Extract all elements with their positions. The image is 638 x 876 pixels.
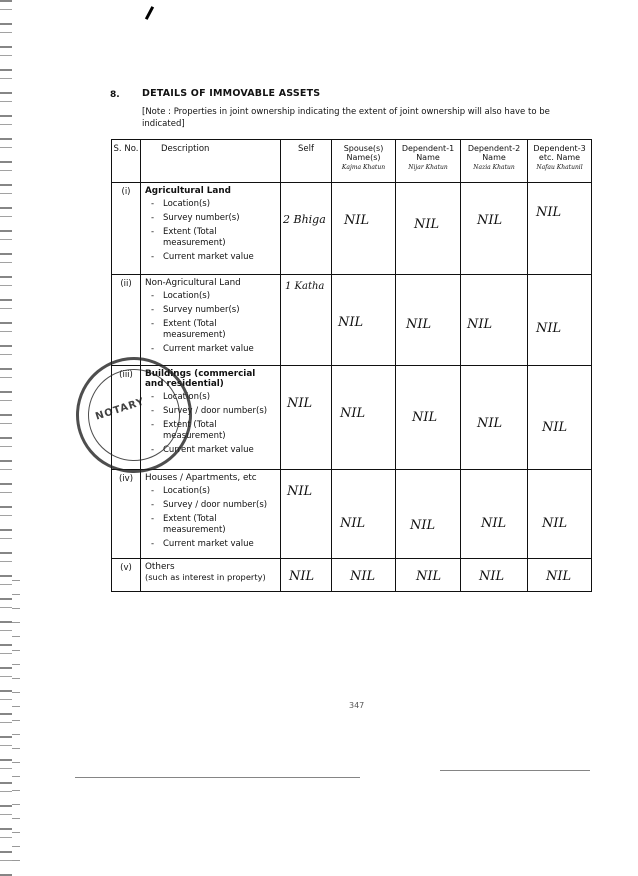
header-self: Self bbox=[281, 140, 332, 183]
list-item: - Survey / door number(s) bbox=[145, 500, 276, 511]
cell-dependent-1 bbox=[396, 366, 461, 470]
row-category: Others bbox=[145, 562, 175, 572]
cell-spouse bbox=[332, 275, 396, 366]
cell-dependent-2 bbox=[461, 275, 528, 366]
handwritten-value: NIL bbox=[350, 569, 376, 584]
header-dependent-1: Dependent-1 Name Nijar Khatun bbox=[396, 140, 461, 183]
table-row bbox=[112, 559, 592, 592]
row-category: Buildings (commercial and residential) bbox=[145, 369, 256, 389]
handwritten-value: NIL bbox=[479, 569, 505, 584]
cell-dependent-1 bbox=[396, 183, 461, 275]
scan-artifact-line bbox=[440, 770, 590, 771]
cell-spouse bbox=[332, 470, 396, 559]
list-item: - Extent (Total measurement) bbox=[145, 514, 276, 536]
cell-dependent-3 bbox=[528, 470, 592, 559]
header-dependent-2: Dependent-2 Name Nazia Khatun bbox=[461, 140, 528, 183]
list-item: - Current market value bbox=[145, 252, 276, 263]
cell-self bbox=[281, 275, 332, 366]
cell-spouse bbox=[332, 366, 396, 470]
table-row bbox=[112, 470, 592, 559]
handwritten-value: NIL bbox=[536, 205, 562, 220]
handwritten-value: 1 Katha bbox=[285, 281, 325, 292]
row-subtext: (such as interest in property) bbox=[145, 572, 266, 582]
cell-dependent-1 bbox=[396, 275, 461, 366]
cell-spouse bbox=[332, 559, 396, 592]
scan-edge-noise bbox=[0, 0, 12, 876]
handwritten-value: NIL bbox=[340, 516, 366, 531]
handwritten-value: NIL bbox=[536, 321, 562, 336]
cell-dependent-1 bbox=[396, 470, 461, 559]
handwritten-value: NIL bbox=[477, 213, 503, 228]
row-sno: (i) bbox=[112, 183, 141, 275]
row-category: Houses / Apartments, etc bbox=[145, 473, 257, 483]
section-number: 8. bbox=[110, 90, 120, 100]
section-title: DETAILS OF IMMOVABLE ASSETS bbox=[142, 88, 321, 99]
handwritten-value: NIL bbox=[289, 569, 315, 584]
handwritten-value: NIL bbox=[340, 406, 366, 421]
row-description bbox=[141, 559, 281, 592]
list-item: - Current market value bbox=[145, 539, 276, 550]
header-spouse: Spouse(s) Name(s) Kajma Khatun bbox=[332, 140, 396, 183]
row-category: Non-Agricultural Land bbox=[145, 278, 241, 288]
list-item: - Current market value bbox=[145, 445, 276, 456]
list-item: - Survey number(s) bbox=[145, 213, 276, 224]
header-description: Description bbox=[141, 140, 281, 183]
table-row bbox=[112, 275, 592, 366]
cell-self bbox=[281, 470, 332, 559]
row-sno: (iv) bbox=[112, 470, 141, 559]
row-sno: (ii) bbox=[112, 275, 141, 366]
handwritten-value: NIL bbox=[477, 416, 503, 431]
cell-spouse bbox=[332, 183, 396, 275]
list-item: - Extent (Total measurement) bbox=[145, 319, 276, 341]
list-item: - Location(s) bbox=[145, 291, 276, 302]
immovable-assets-table bbox=[111, 139, 592, 592]
handwritten-value: NIL bbox=[546, 569, 572, 584]
list-item: - Location(s) bbox=[145, 392, 276, 403]
list-item: - Location(s) bbox=[145, 486, 276, 497]
stamp-text: NOTARY bbox=[94, 396, 147, 423]
list-item: - Current market value bbox=[145, 344, 276, 355]
handwritten-value: 2 Bhiga bbox=[283, 213, 326, 226]
list-item: - Survey / door number(s) bbox=[145, 406, 276, 417]
cell-self bbox=[281, 366, 332, 470]
list-item: - Survey number(s) bbox=[145, 305, 276, 316]
handwritten-value: NIL bbox=[287, 396, 313, 411]
row-category: Agricultural Land bbox=[145, 186, 231, 196]
handwritten-value: NIL bbox=[481, 516, 507, 531]
handwritten-value: NIL bbox=[338, 315, 364, 330]
header-dependent-3: Dependent-3 etc. Name Nafau Khatunil bbox=[528, 140, 592, 183]
row-items bbox=[145, 199, 276, 263]
handwritten-value: NIL bbox=[414, 217, 440, 232]
section-note: [Note : Properties in joint ownership indicating the extent of joint ownership will also have to be indicated] bbox=[142, 107, 550, 129]
row-sno: (v) bbox=[112, 559, 141, 592]
scan-mark bbox=[145, 6, 154, 20]
row-description bbox=[141, 470, 281, 559]
row-items bbox=[145, 486, 276, 550]
row-description bbox=[141, 183, 281, 275]
scan-edge-noise bbox=[12, 580, 20, 870]
page-number: 347 bbox=[349, 701, 365, 710]
handwritten-value: NIL bbox=[412, 410, 438, 425]
handwritten-value: NIL bbox=[467, 317, 493, 332]
handwritten-value: NIL bbox=[542, 420, 568, 435]
cell-dependent-3 bbox=[528, 183, 592, 275]
header-sno: S. No. bbox=[112, 140, 141, 183]
cell-dependent-3 bbox=[528, 275, 592, 366]
row-description bbox=[141, 275, 281, 366]
table-header-row bbox=[112, 140, 592, 183]
scan-artifact-line bbox=[75, 777, 360, 778]
row-items bbox=[145, 291, 276, 355]
cell-self bbox=[281, 559, 332, 592]
handwritten-value: NIL bbox=[416, 569, 442, 584]
handwritten-value: NIL bbox=[410, 518, 436, 533]
handwritten-value: NIL bbox=[287, 484, 313, 499]
handwritten-value: NIL bbox=[542, 516, 568, 531]
list-item: - Extent (Total measurement) bbox=[145, 227, 276, 249]
row-sno: (iii) bbox=[112, 366, 141, 470]
handwritten-value: NIL bbox=[344, 213, 370, 228]
table-row bbox=[112, 183, 592, 275]
handwritten-value: NIL bbox=[406, 317, 432, 332]
list-item: - Location(s) bbox=[145, 199, 276, 210]
list-item: - Extent (Total measurement) bbox=[145, 420, 276, 442]
cell-self bbox=[281, 183, 332, 275]
cell-dependent-2 bbox=[461, 470, 528, 559]
